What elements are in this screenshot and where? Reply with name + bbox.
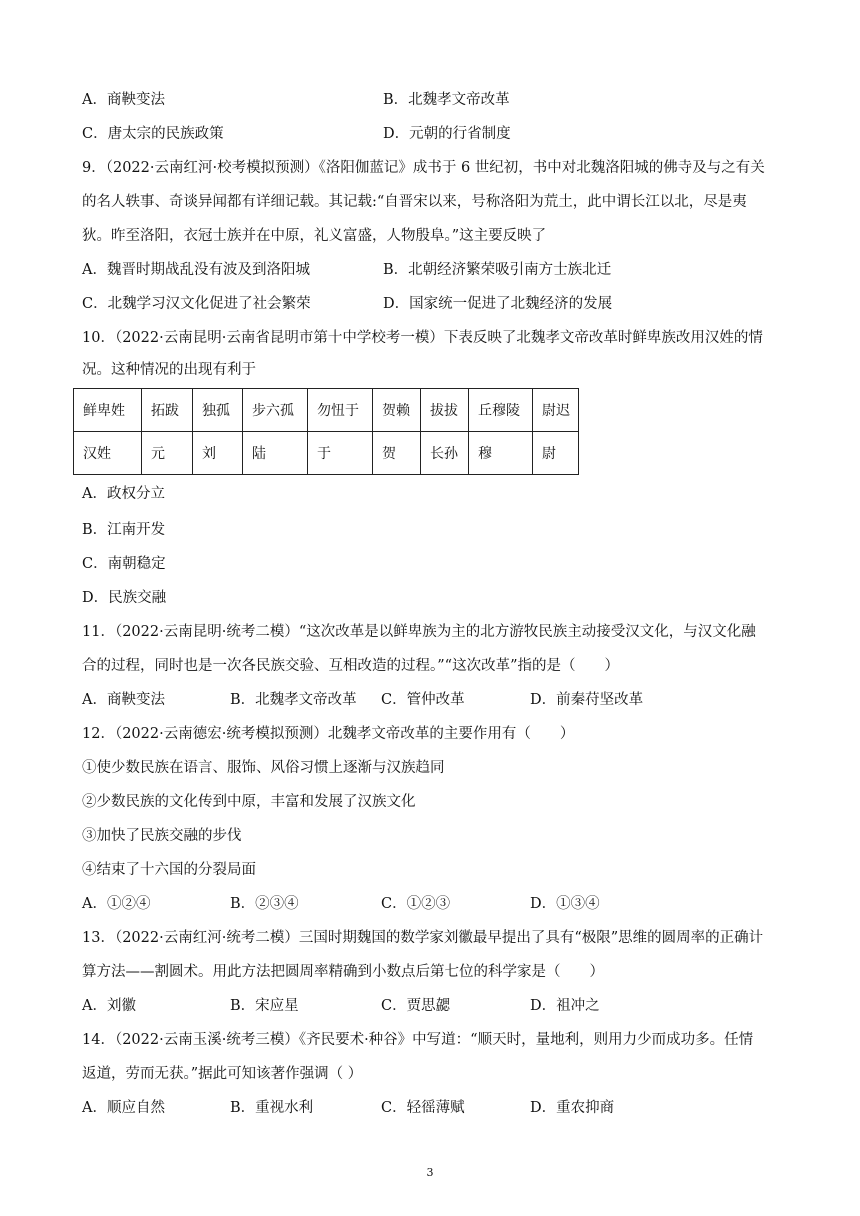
q11-stem-line-1: 11．（2022·云南昆明·统考二模）“这次改革是以鲜卑族为主的北方游牧民族主动接受汉文化，与汉文化融 <box>82 624 756 640</box>
q14-stem-line-2: 返道，劳而无获。”据此可知该著作强调（ ） <box>82 1066 363 1082</box>
q10-option-d[interactable]: D．民族交融 <box>82 590 167 606</box>
q9-options-row-1 <box>82 260 782 280</box>
q9-options-row-2 <box>82 294 782 314</box>
q13-option-a[interactable]: A．刘徽 <box>82 998 136 1014</box>
q9-stem-line-2: 的名人轶事、奇谈异闻都有详细记载。其记载:“自晋宋以来，号称洛阳为荒土，此中谓长江以北，尽是夷 <box>82 194 747 210</box>
table-cell: 尉 <box>533 432 579 475</box>
q11-option-d[interactable]: D．前秦苻坚改革 <box>530 692 644 708</box>
q13-options-row <box>82 996 782 1016</box>
q10-option-c[interactable]: C．南朝稳定 <box>82 556 166 572</box>
q10-option-a[interactable]: A．政权分立 <box>82 486 165 502</box>
q9-stem-line-3: 狄。昨至洛阳，衣冠士族并在中原，礼义富盛，人物殷阜。”这主要反映了 <box>82 228 547 244</box>
q14-stem-line-1: 14．（2022·云南玉溪·统考三模）《齐民要术·种谷》中写道：“顺天时，量地利，则用力少而成功多。任情 <box>82 1032 754 1048</box>
q14-option-b[interactable]: B．重视水利 <box>230 1100 314 1116</box>
q12-statement-4: ④结束了十六国的分裂局面 <box>82 862 256 878</box>
table-cell: 长孙 <box>421 432 469 475</box>
table-cell: 汉姓 <box>74 432 142 475</box>
table-cell: 鲜卑姓 <box>74 389 142 432</box>
q10-stem-line-2: 况。这种情况的出现有利于 <box>82 362 256 378</box>
q14-option-c[interactable]: C．轻徭薄赋 <box>381 1100 465 1116</box>
table-cell: 贺 <box>373 432 421 475</box>
q12-option-d[interactable]: D．①③④ <box>530 896 600 912</box>
table-cell: 独孤 <box>193 389 243 432</box>
q9-option-b[interactable]: B．北朝经济繁荣吸引南方士族北迁 <box>383 262 612 278</box>
q9-stem-line-1: 9．（2022·云南红河·校考模拟预测）《洛阳伽蓝记》成书于 6 世纪初，书中对北魏洛阳城的佛寺及与之有关 <box>82 160 765 176</box>
q13-stem-line-2: 算方法——割圆术。用此方法把圆周率精确到小数点后第七位的科学家是（ ） <box>82 964 604 980</box>
table-cell: 步六孤 <box>243 389 308 432</box>
q12-statement-2: ②少数民族的文化传到中原，丰富和发展了汉族文化 <box>82 794 416 810</box>
q12-option-c[interactable]: C．①②③ <box>381 896 451 912</box>
q13-option-d[interactable]: D．祖冲之 <box>530 998 600 1014</box>
q8-options-row-2 <box>82 124 782 144</box>
q14-options-row <box>82 1098 782 1118</box>
q8-option-a[interactable]: A．商鞅变法 <box>82 92 165 108</box>
q9-option-a[interactable]: A．魏晋时期战乱没有波及到洛阳城 <box>82 262 310 278</box>
q13-option-b[interactable]: B．宋应星 <box>230 998 299 1014</box>
q8-option-c[interactable]: C．唐太宗的民族政策 <box>82 126 224 142</box>
q13-option-c[interactable]: C．贾思勰 <box>381 998 451 1014</box>
table-cell: 穆 <box>469 432 533 475</box>
q8-options-row-1 <box>82 90 782 110</box>
q10-stem-line-1: 10．（2022·云南昆明·云南省昆明市第十中学校考一模）下表反映了北魏孝文帝改革时鲜卑族改用汉姓的情 <box>82 330 763 346</box>
q8-option-d[interactable]: D．元朝的行省制度 <box>383 126 511 142</box>
q11-option-c[interactable]: C．管仲改革 <box>381 692 465 708</box>
q9-option-d[interactable]: D．国家统一促进了北魏经济的发展 <box>383 296 613 312</box>
table-cell: 丘穆陵 <box>469 389 533 432</box>
table-cell: 刘 <box>193 432 243 475</box>
q12-options-row <box>82 894 782 914</box>
table-cell: 陆 <box>243 432 308 475</box>
page-number: 3 <box>426 1166 434 1179</box>
q14-option-a[interactable]: A．顺应自然 <box>82 1100 165 1116</box>
q11-option-a[interactable]: A．商鞅变法 <box>82 692 165 708</box>
table-cell: 拓跋 <box>142 389 193 432</box>
q12-option-b[interactable]: B．②③④ <box>230 896 299 912</box>
q11-options-row <box>82 690 782 710</box>
q12-option-a[interactable]: A．①②④ <box>82 896 151 912</box>
q14-option-d[interactable]: D．重农抑商 <box>530 1100 615 1116</box>
q12-statement-1: ①使少数民族在语言、服饰、风俗习惯上逐渐与汉族趋同 <box>82 760 445 776</box>
table-row-han <box>74 432 579 475</box>
q13-stem-line-1: 13．（2022·云南红河·统考二模）三国时期魏国的数学家刘徽最早提出了具有“极限”思维的圆周率的正确计 <box>82 930 764 946</box>
q10-option-b[interactable]: B．江南开发 <box>82 522 166 538</box>
surname-table <box>73 388 579 475</box>
table-row-xianbei <box>74 389 579 432</box>
table-cell: 贺赖 <box>373 389 421 432</box>
q9-option-c[interactable]: C．北魏学习汉文化促进了社会繁荣 <box>82 296 311 312</box>
q12-statement-3: ③加快了民族交融的步伐 <box>82 828 242 844</box>
q8-option-b[interactable]: B．北魏孝文帝改革 <box>383 92 510 108</box>
q11-stem-line-2: 合的过程，同时也是一次各民族交验、互相改造的过程。”“这次改革”指的是（ ） <box>82 658 619 674</box>
q11-option-b[interactable]: B．北魏孝文帝改革 <box>230 692 357 708</box>
table-cell: 勿忸于 <box>308 389 373 432</box>
table-cell: 于 <box>308 432 373 475</box>
q12-stem: 12．（2022·云南德宏·统考模拟预测）北魏孝文帝改革的主要作用有（ ） <box>82 726 575 742</box>
table-cell: 拔拔 <box>421 389 469 432</box>
table-cell: 尉迟 <box>533 389 579 432</box>
table-cell: 元 <box>142 432 193 475</box>
